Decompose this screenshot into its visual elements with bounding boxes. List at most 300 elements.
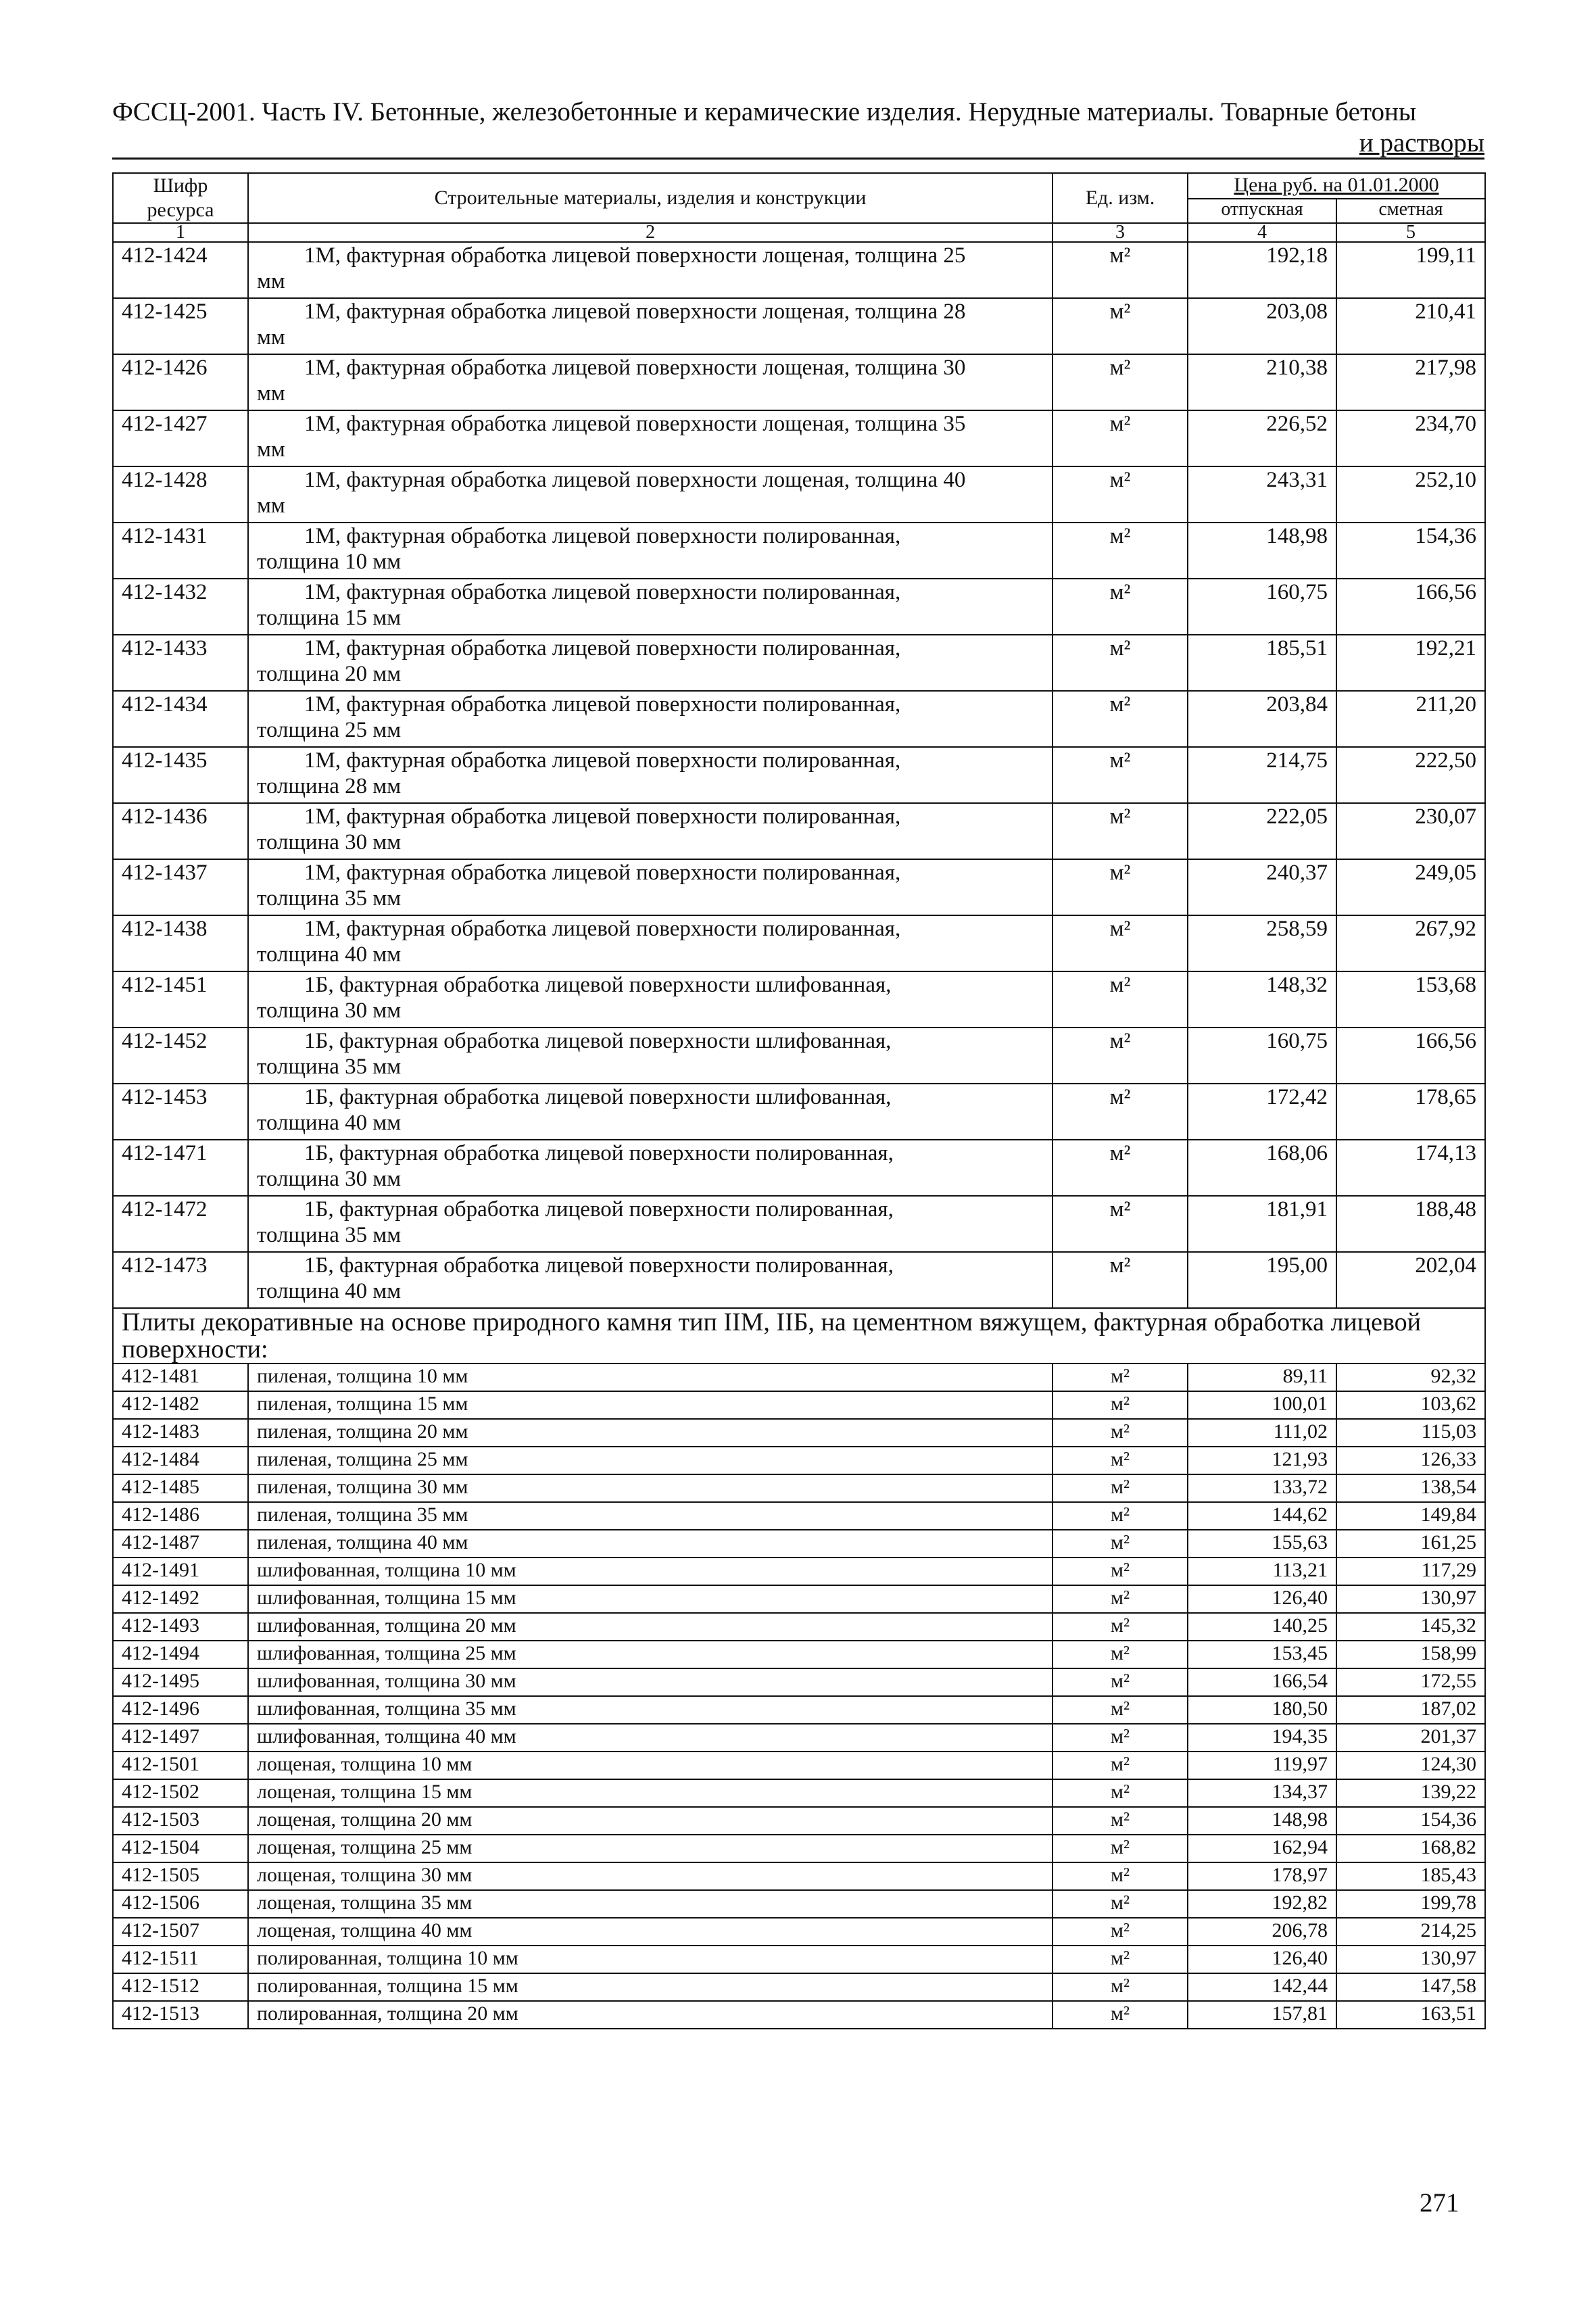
table-row [113, 1447, 1485, 1474]
table-row [113, 1419, 1485, 1447]
table-header [113, 173, 1485, 242]
estimate-price: 201,37 [1336, 1724, 1485, 1752]
release-price: 153,45 [1188, 1641, 1336, 1668]
material-description [248, 1084, 1053, 1140]
estimate-price: 166,56 [1336, 1028, 1485, 1084]
table-row [113, 410, 1485, 466]
description-line: 1М, фактурная обработка лицевой поверхности лощеная, толщина 25 [304, 243, 966, 268]
table-row [113, 523, 1485, 579]
unit: м² [1053, 1140, 1188, 1196]
page-header [112, 96, 1484, 158]
description-continuation: толщина 30 мм [257, 998, 402, 1023]
description-line: 1М, фактурная обработка лицевой поверхности лощеная, толщина 28 [304, 299, 966, 324]
material-description: шлифованная, толщина 15 мм [248, 1585, 1053, 1613]
unit: м² [1053, 803, 1188, 859]
description-continuation: толщина 25 мм [257, 718, 402, 742]
resource-code: 412-1483 [113, 1419, 248, 1447]
estimate-price: 124,30 [1336, 1752, 1485, 1779]
column-number: 4 [1188, 223, 1336, 242]
estimate-price: 192,21 [1336, 635, 1485, 691]
resource-code: 412-1505 [113, 1862, 248, 1890]
description-continuation: толщина 30 мм [257, 830, 402, 854]
resource-code: 412-1491 [113, 1558, 248, 1585]
resource-code: 412-1471 [113, 1140, 248, 1196]
release-price: 214,75 [1188, 747, 1336, 803]
table-row [113, 1585, 1485, 1613]
resource-code: 412-1453 [113, 1084, 248, 1140]
release-price: 148,98 [1188, 523, 1336, 579]
estimate-price: 249,05 [1336, 859, 1485, 915]
table-row [113, 1807, 1485, 1835]
estimate-price: 202,04 [1336, 1252, 1485, 1308]
estimate-price: 234,70 [1336, 410, 1485, 466]
estimate-price: 92,32 [1336, 1364, 1485, 1391]
unit: м² [1053, 1946, 1188, 1973]
resource-code: 412-1425 [113, 298, 248, 354]
description-line: 1Б, фактурная обработка лицевой поверхности шлифованная, [304, 1085, 892, 1109]
description-line: 1М, фактурная обработка лицевой поверхности лощеная, толщина 40 [304, 468, 966, 492]
estimate-price: 172,55 [1336, 1668, 1485, 1696]
material-description: полированная, толщина 10 мм [248, 1946, 1053, 1973]
price-table [112, 172, 1486, 2029]
estimate-price: 117,29 [1336, 1558, 1485, 1585]
estimate-price: 178,65 [1336, 1084, 1485, 1140]
resource-code: 412-1434 [113, 691, 248, 747]
unit: м² [1053, 1696, 1188, 1724]
release-price: 195,00 [1188, 1252, 1336, 1308]
header-code: Шифр ресурса [113, 173, 248, 223]
description-continuation: толщина 35 мм [257, 1055, 402, 1079]
material-description: шлифованная, толщина 20 мм [248, 1613, 1053, 1641]
material-description: шлифованная, толщина 40 мм [248, 1724, 1053, 1752]
release-price: 142,44 [1188, 1973, 1336, 2001]
material-description: пиленая, толщина 20 мм [248, 1419, 1053, 1447]
unit: м² [1053, 579, 1188, 635]
material-description [248, 971, 1053, 1028]
unit: м² [1053, 1724, 1188, 1752]
table-row [113, 1140, 1485, 1196]
section-title: Плиты декоративные на основе природного камня тип IIМ, IIБ, на цементном вяжущем, фактурная обработка лицевой поверхности: [113, 1308, 1485, 1364]
description-line: 1Б, фактурная обработка лицевой поверхности полированная, [304, 1141, 894, 1165]
table-row [113, 1558, 1485, 1585]
estimate-price: 185,43 [1336, 1862, 1485, 1890]
estimate-price: 174,13 [1336, 1140, 1485, 1196]
table-row [113, 1668, 1485, 1696]
table-row [113, 1391, 1485, 1419]
description-line: 1М, фактурная обработка лицевой поверхности полированная, [304, 580, 901, 604]
estimate-price: 187,02 [1336, 1696, 1485, 1724]
resource-code: 412-1433 [113, 635, 248, 691]
table-row [113, 1252, 1485, 1308]
column-number-row [113, 223, 1485, 242]
description-continuation: толщина 28 мм [257, 774, 402, 798]
table-row [113, 1613, 1485, 1641]
release-price: 168,06 [1188, 1140, 1336, 1196]
estimate-price: 149,84 [1336, 1502, 1485, 1530]
table-row [113, 1474, 1485, 1502]
release-price: 203,08 [1188, 298, 1336, 354]
estimate-price: 166,56 [1336, 579, 1485, 635]
unit: м² [1053, 1558, 1188, 1585]
resource-code: 412-1426 [113, 354, 248, 410]
release-price: 172,42 [1188, 1084, 1336, 1140]
material-description [248, 523, 1053, 579]
description-line: 1М, фактурная обработка лицевой поверхности полированная, [304, 804, 901, 829]
release-price: 181,91 [1188, 1196, 1336, 1252]
table-row [113, 803, 1485, 859]
resource-code: 412-1485 [113, 1474, 248, 1502]
resource-code: 412-1452 [113, 1028, 248, 1084]
material-description [248, 691, 1053, 747]
resource-code: 412-1424 [113, 242, 248, 298]
description-line: 1М, фактурная обработка лицевой поверхности лощеная, толщина 30 [304, 356, 966, 380]
unit: м² [1053, 1641, 1188, 1668]
material-description: пиленая, толщина 35 мм [248, 1502, 1053, 1530]
description-continuation: толщина 15 мм [257, 606, 402, 630]
material-description: пиленая, толщина 40 мм [248, 1530, 1053, 1558]
table-row [113, 354, 1485, 410]
description-line: 1М, фактурная обработка лицевой поверхности полированная, [304, 636, 901, 660]
material-description: полированная, толщина 15 мм [248, 1973, 1053, 2001]
column-number: 3 [1053, 223, 1188, 242]
material-description: шлифованная, толщина 25 мм [248, 1641, 1053, 1668]
table-row [113, 1835, 1485, 1862]
table-row [113, 2001, 1485, 2029]
description-line: 1Б, фактурная обработка лицевой поверхности полированная, [304, 1253, 894, 1278]
release-price: 192,82 [1188, 1890, 1336, 1918]
resource-code: 412-1431 [113, 523, 248, 579]
material-description [248, 915, 1053, 971]
material-description [248, 635, 1053, 691]
unit: м² [1053, 1807, 1188, 1835]
release-price: 210,38 [1188, 354, 1336, 410]
unit: м² [1053, 354, 1188, 410]
release-price: 243,31 [1188, 466, 1336, 523]
material-description: лощеная, толщина 10 мм [248, 1752, 1053, 1779]
release-price: 100,01 [1188, 1391, 1336, 1419]
estimate-price: 115,03 [1336, 1419, 1485, 1447]
resource-code: 412-1482 [113, 1391, 248, 1419]
table-body [113, 242, 1485, 2029]
resource-code: 412-1427 [113, 410, 248, 466]
column-number: 5 [1336, 223, 1485, 242]
estimate-price: 147,58 [1336, 1973, 1485, 2001]
description-continuation: толщина 10 мм [257, 550, 402, 574]
estimate-price: 153,68 [1336, 971, 1485, 1028]
material-description [248, 579, 1053, 635]
material-description [248, 747, 1053, 803]
release-price: 121,93 [1188, 1447, 1336, 1474]
release-price: 126,40 [1188, 1585, 1336, 1613]
unit: м² [1053, 859, 1188, 915]
resource-code: 412-1501 [113, 1752, 248, 1779]
unit: м² [1053, 466, 1188, 523]
unit: м² [1053, 971, 1188, 1028]
resource-code: 412-1493 [113, 1613, 248, 1641]
header-estimate-price: сметная [1336, 199, 1485, 223]
resource-code: 412-1503 [113, 1807, 248, 1835]
description-line: 1М, фактурная обработка лицевой поверхности полированная, [304, 692, 901, 717]
material-description [248, 354, 1053, 410]
resource-code: 412-1487 [113, 1530, 248, 1558]
table-row [113, 1724, 1485, 1752]
document-title-continuation: и растворы [1359, 128, 1484, 158]
table-row [113, 1918, 1485, 1946]
estimate-price: 211,20 [1336, 691, 1485, 747]
unit: м² [1053, 1613, 1188, 1641]
unit: м² [1053, 1530, 1188, 1558]
table-row [113, 1641, 1485, 1668]
unit: м² [1053, 298, 1188, 354]
header-release-price: отпускная [1188, 199, 1336, 223]
unit: м² [1053, 1973, 1188, 2001]
material-description [248, 1140, 1053, 1196]
estimate-price: 230,07 [1336, 803, 1485, 859]
estimate-price: 154,36 [1336, 523, 1485, 579]
description-line: 1М, фактурная обработка лицевой поверхности полированная, [304, 524, 901, 548]
release-price: 133,72 [1188, 1474, 1336, 1502]
estimate-price: 267,92 [1336, 915, 1485, 971]
release-price: 113,21 [1188, 1558, 1336, 1585]
table-row [113, 1973, 1485, 2001]
estimate-price: 161,25 [1336, 1530, 1485, 1558]
unit: м² [1053, 410, 1188, 466]
release-price: 134,37 [1188, 1779, 1336, 1807]
estimate-price: 163,51 [1336, 2001, 1485, 2029]
unit: м² [1053, 1474, 1188, 1502]
release-price: 157,81 [1188, 2001, 1336, 2029]
estimate-price: 145,32 [1336, 1613, 1485, 1641]
description-continuation: мм [257, 437, 285, 462]
resource-code: 412-1511 [113, 1946, 248, 1973]
unit: м² [1053, 691, 1188, 747]
description-continuation: толщина 30 мм [257, 1167, 402, 1191]
unit: м² [1053, 1419, 1188, 1447]
table-row [113, 1530, 1485, 1558]
description-continuation: толщина 40 мм [257, 942, 402, 967]
unit: м² [1053, 1918, 1188, 1946]
resource-code: 412-1481 [113, 1364, 248, 1391]
release-price: 155,63 [1188, 1530, 1336, 1558]
release-price: 160,75 [1188, 1028, 1336, 1084]
document-title: ФССЦ-2001. Часть IV. Бетонные, железобетонные и керамические изделия. Нерудные материалы. Товарные бетоны [112, 97, 1417, 126]
resource-code: 412-1428 [113, 466, 248, 523]
unit: м² [1053, 1779, 1188, 1807]
estimate-price: 138,54 [1336, 1474, 1485, 1502]
estimate-price: 199,78 [1336, 1890, 1485, 1918]
material-description: лощеная, толщина 40 мм [248, 1918, 1053, 1946]
estimate-price: 154,36 [1336, 1807, 1485, 1835]
description-continuation: толщина 35 мм [257, 886, 402, 911]
description-line: 1М, фактурная обработка лицевой поверхности полированная, [304, 861, 901, 885]
unit: м² [1053, 2001, 1188, 2029]
resource-code: 412-1435 [113, 747, 248, 803]
table-row [113, 1502, 1485, 1530]
unit: м² [1053, 1196, 1188, 1252]
material-description: пиленая, толщина 25 мм [248, 1447, 1053, 1474]
table-row [113, 1696, 1485, 1724]
resource-code: 412-1513 [113, 2001, 248, 2029]
unit: м² [1053, 1252, 1188, 1308]
table-row [113, 1752, 1485, 1779]
material-description: пиленая, толщина 15 мм [248, 1391, 1053, 1419]
resource-code: 412-1436 [113, 803, 248, 859]
release-price: 185,51 [1188, 635, 1336, 691]
table-row [113, 1196, 1485, 1252]
release-price: 148,98 [1188, 1807, 1336, 1835]
header-name: Строительные материалы, изделия и конструкции [248, 173, 1053, 223]
resource-code: 412-1432 [113, 579, 248, 635]
estimate-price: 168,82 [1336, 1835, 1485, 1862]
table-row [113, 1364, 1485, 1391]
material-description [248, 298, 1053, 354]
material-description: лощеная, толщина 20 мм [248, 1807, 1053, 1835]
material-description [248, 1196, 1053, 1252]
description-line: 1Б, фактурная обработка лицевой поверхности полированная, [304, 1197, 894, 1222]
description-continuation: толщина 35 мм [257, 1223, 402, 1247]
estimate-price: 158,99 [1336, 1641, 1485, 1668]
release-price: 180,50 [1188, 1696, 1336, 1724]
release-price: 222,05 [1188, 803, 1336, 859]
table-row [113, 859, 1485, 915]
unit: м² [1053, 1890, 1188, 1918]
estimate-price: 210,41 [1336, 298, 1485, 354]
estimate-price: 126,33 [1336, 1447, 1485, 1474]
resource-code: 412-1438 [113, 915, 248, 971]
material-description: лощеная, толщина 25 мм [248, 1835, 1053, 1862]
description-continuation: мм [257, 381, 285, 406]
material-description: лощеная, толщина 30 мм [248, 1862, 1053, 1890]
release-price: 258,59 [1188, 915, 1336, 971]
resource-code: 412-1484 [113, 1447, 248, 1474]
unit: м² [1053, 1585, 1188, 1613]
unit: м² [1053, 1502, 1188, 1530]
unit: м² [1053, 1752, 1188, 1779]
resource-code: 412-1497 [113, 1724, 248, 1752]
column-number: 1 [113, 223, 248, 242]
description-continuation: толщина 20 мм [257, 662, 402, 686]
table-row [113, 1890, 1485, 1918]
resource-code: 412-1486 [113, 1502, 248, 1530]
resource-code: 412-1437 [113, 859, 248, 915]
resource-code: 412-1473 [113, 1252, 248, 1308]
release-price: 89,11 [1188, 1364, 1336, 1391]
resource-code: 412-1451 [113, 971, 248, 1028]
material-description [248, 803, 1053, 859]
release-price: 203,84 [1188, 691, 1336, 747]
table-row [113, 635, 1485, 691]
resource-code: 412-1512 [113, 1973, 248, 2001]
material-description: лощеная, толщина 15 мм [248, 1779, 1053, 1807]
estimate-price: 130,97 [1336, 1946, 1485, 1973]
estimate-price: 222,50 [1336, 747, 1485, 803]
material-description [248, 410, 1053, 466]
resource-code: 412-1494 [113, 1641, 248, 1668]
estimate-price: 188,48 [1336, 1196, 1485, 1252]
estimate-price: 103,62 [1336, 1391, 1485, 1419]
release-price: 144,62 [1188, 1502, 1336, 1530]
unit: м² [1053, 1862, 1188, 1890]
unit: м² [1053, 1364, 1188, 1391]
unit: м² [1053, 523, 1188, 579]
table-row [113, 1028, 1485, 1084]
material-description [248, 242, 1053, 298]
estimate-price: 217,98 [1336, 354, 1485, 410]
description-continuation: толщина 40 мм [257, 1279, 402, 1303]
section-row [113, 1308, 1485, 1364]
material-description: полированная, толщина 20 мм [248, 2001, 1053, 2029]
header-rule [112, 158, 1484, 160]
table-row [113, 1862, 1485, 1890]
material-description [248, 1252, 1053, 1308]
unit: м² [1053, 1084, 1188, 1140]
unit: м² [1053, 1835, 1188, 1862]
unit: м² [1053, 1447, 1188, 1474]
header-price: Цена руб. на 01.01.2000 [1188, 173, 1485, 199]
release-price: 240,37 [1188, 859, 1336, 915]
material-description [248, 466, 1053, 523]
release-price: 192,18 [1188, 242, 1336, 298]
release-price: 194,35 [1188, 1724, 1336, 1752]
release-price: 178,97 [1188, 1862, 1336, 1890]
unit: м² [1053, 1028, 1188, 1084]
description-continuation: мм [257, 493, 285, 518]
table-row [113, 298, 1485, 354]
estimate-price: 199,11 [1336, 242, 1485, 298]
material-description [248, 1028, 1053, 1084]
material-description: пиленая, толщина 30 мм [248, 1474, 1053, 1502]
table-row [113, 971, 1485, 1028]
unit: м² [1053, 242, 1188, 298]
resource-code: 412-1506 [113, 1890, 248, 1918]
material-description: шлифованная, толщина 10 мм [248, 1558, 1053, 1585]
table-row [113, 1084, 1485, 1140]
description-line: 1Б, фактурная обработка лицевой поверхности шлифованная, [304, 973, 892, 997]
table-row [113, 242, 1485, 298]
release-price: 119,97 [1188, 1752, 1336, 1779]
page-number: 271 [1420, 2188, 1459, 2217]
table-row [113, 915, 1485, 971]
estimate-price: 130,97 [1336, 1585, 1485, 1613]
release-price: 226,52 [1188, 410, 1336, 466]
column-number: 2 [248, 223, 1053, 242]
material-description: пиленая, толщина 10 мм [248, 1364, 1053, 1391]
table-row [113, 747, 1485, 803]
unit: м² [1053, 915, 1188, 971]
description-line: 1М, фактурная обработка лицевой поверхности полированная, [304, 917, 901, 941]
release-price: 148,32 [1188, 971, 1336, 1028]
description-line: 1Б, фактурная обработка лицевой поверхности шлифованная, [304, 1029, 892, 1053]
resource-code: 412-1492 [113, 1585, 248, 1613]
estimate-price: 252,10 [1336, 466, 1485, 523]
table-row [113, 1946, 1485, 1973]
release-price: 111,02 [1188, 1419, 1336, 1447]
estimate-price: 139,22 [1336, 1779, 1485, 1807]
material-description: шлифованная, толщина 35 мм [248, 1696, 1053, 1724]
description-continuation: мм [257, 325, 285, 349]
table-row [113, 1779, 1485, 1807]
resource-code: 412-1507 [113, 1918, 248, 1946]
resource-code: 412-1495 [113, 1668, 248, 1696]
unit: м² [1053, 1391, 1188, 1419]
estimate-price: 214,25 [1336, 1918, 1485, 1946]
material-description [248, 859, 1053, 915]
release-price: 126,40 [1188, 1946, 1336, 1973]
release-price: 166,54 [1188, 1668, 1336, 1696]
release-price: 206,78 [1188, 1918, 1336, 1946]
table-row [113, 691, 1485, 747]
header-unit: Ед. изм. [1053, 173, 1188, 223]
